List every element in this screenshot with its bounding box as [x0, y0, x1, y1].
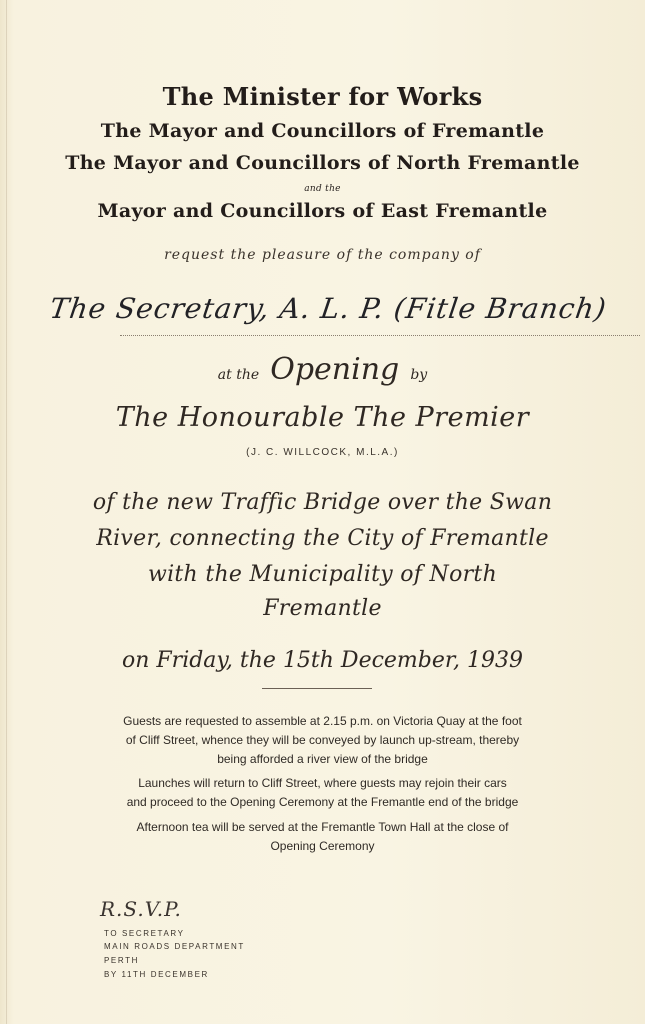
request-line: request the pleasure of the company of [164, 247, 481, 263]
event-date: on Friday, the 15th December, 1939 [122, 648, 523, 673]
instructions-paragraph-2 [0, 774, 645, 812]
guest-name-handwritten: The Secretary, A. L. P. (Fitle Branch) [47, 292, 609, 325]
opening-suffix: by [410, 367, 428, 383]
instructions-text: Guests are requested to assemble at 2.15 p.m. on Victoria Quay at the foot [123, 714, 522, 728]
occasion-line-3: with the Municipality of North [147, 562, 498, 587]
instructions-text: Launches will return to Cliff Street, where guests may rejoin their cars [138, 776, 507, 790]
instructions-text: of Cliff Street, whence they will be conveyed by launch up-stream, thereby [125, 733, 520, 747]
opening-prefix: at the [217, 367, 260, 383]
host-north-fremantle: The Mayor and Councillors of North Fremantle [65, 152, 580, 174]
premier-name: (J. C. WILLCOCK, M.L.A.) [246, 447, 399, 458]
occasion-line-4: Fremantle [263, 596, 382, 621]
host-east-fremantle: Mayor and Councillors of East Fremantle [97, 200, 548, 222]
opening-word: Opening [270, 352, 400, 387]
rsvp-department: MAIN ROADS DEPARTMENT [104, 942, 245, 951]
instructions-text: Afternoon tea will be served at the Fremantle Town Hall at the close of [136, 820, 509, 834]
occasion-line-1: of the new Traffic Bridge over the Swan [92, 490, 553, 515]
host-fremantle: The Mayor and Councillors of Fremantle [100, 120, 545, 142]
section-divider [262, 688, 372, 689]
rsvp-city: PERTH [104, 956, 139, 965]
instructions-paragraph-3 [0, 818, 645, 856]
opening-line [0, 352, 645, 387]
instructions-text: Opening Ceremony [270, 839, 375, 853]
occasion-line-2: River, connecting the City of Fremantle [96, 526, 549, 551]
instructions-text: being afforded a river view of the bridge [217, 752, 428, 766]
rsvp-label: R.S.V.P. [100, 897, 182, 921]
rsvp-deadline: BY 11TH DECEMBER [104, 970, 209, 979]
instructions-text: and proceed to the Opening Ceremony at the Fremantle end of the bridge [126, 795, 519, 809]
host-minister: The Minister for Works [162, 82, 483, 111]
host-conjunction: and the [304, 184, 341, 194]
rsvp-recipient: TO SECRETARY [104, 929, 185, 938]
guest-dotted-line [120, 335, 640, 336]
premier-title: The Honourable The Premier [115, 402, 530, 433]
instructions-paragraph-1 [0, 712, 645, 769]
